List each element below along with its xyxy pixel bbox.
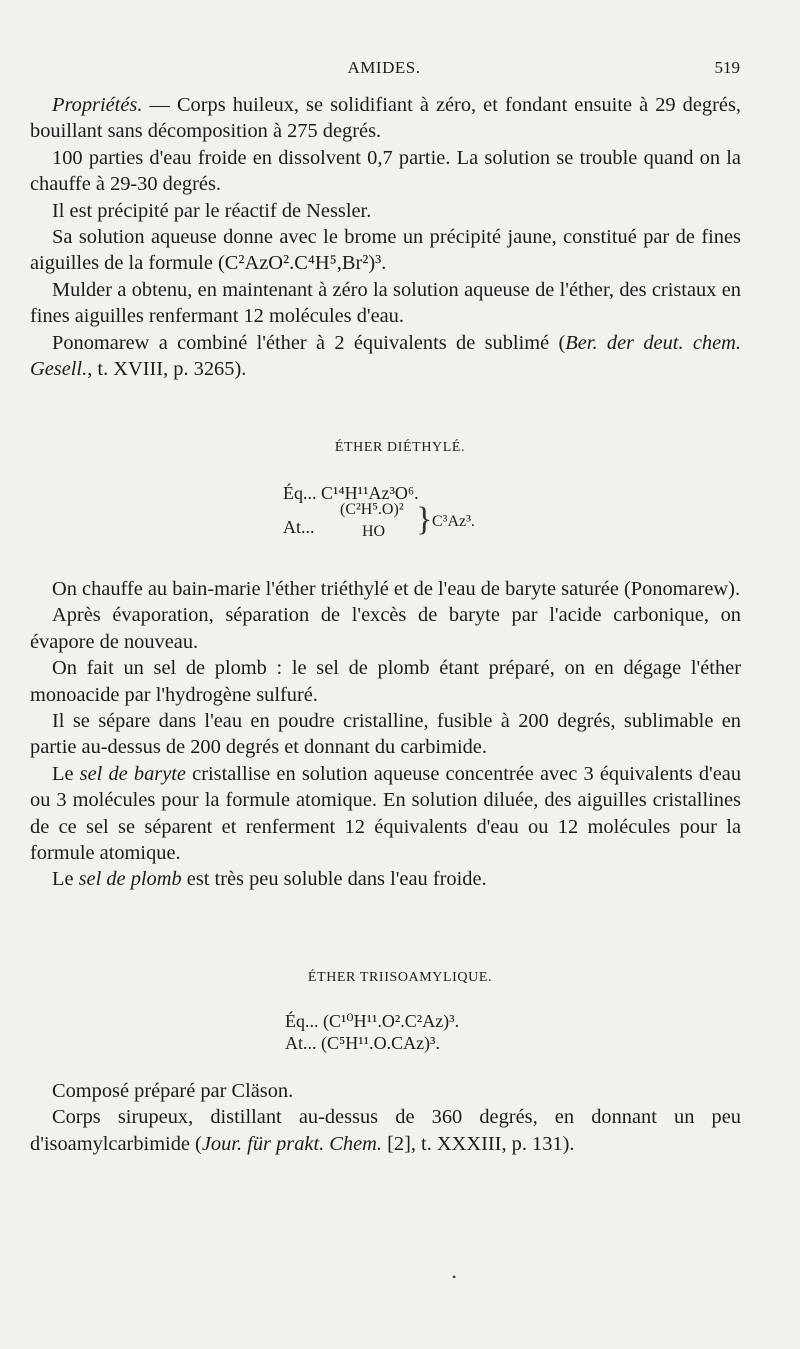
- formula-equivalent: Éq... C¹⁴H¹¹Az³O⁶.: [283, 483, 419, 503]
- section-heading: ÉTHER DIÉTHYLÉ.: [334, 440, 466, 455]
- citation: Jour. für prakt. Chem.: [201, 1132, 382, 1155]
- brace-glyph: }: [416, 501, 433, 538]
- formula-atomic-rhs: C³Az³.: [432, 513, 475, 530]
- running-head: AMIDES.: [347, 58, 421, 77]
- paragraph: Ponomarew a combiné l'éther à 2 équivalents de sublimé (Ber. der deut. chem. Gesell., t. XVIII, p. 3265).: [30, 331, 741, 381]
- body-text-section-3: [30, 1078, 741, 1157]
- formula-atomic-bottom: HO: [362, 523, 386, 540]
- body-text-section-2: [30, 576, 741, 893]
- page-header: [28, 58, 740, 82]
- paragraph: Mulder a obtenu, en maintenant à zéro la solution aqueuse de l'éther, des cristaux en fines aiguilles renfermant 12 molécules d'eau.: [30, 278, 741, 328]
- printer-mark: •: [452, 1270, 457, 1284]
- paragraph: Le sel de baryte cristallise en solution aqueuse concentrée avec 3 équivalents d'eau ou 3 molécules pour la formule atomique. En solution diluée, des aiguilles cristallines de ce sel se séparent et renferment 12 équivalents d'eau ou 12 molécules pour la formule atomique.: [30, 762, 742, 865]
- formula-atomic-top: (C²H⁵.O)²: [340, 501, 404, 518]
- formula-equivalent: Éq... (C¹⁰H¹¹.O².C²Az)³.: [285, 1011, 460, 1031]
- paragraph: On fait un sel de plomb : le sel de plomb étant préparé, on en dégage l'éther monoacide par l'hydrogène sulfuré.: [30, 657, 741, 706]
- paragraph: On chauffe au bain-marie l'éther triéthylé et de l'eau de baryte saturée (Ponomarew).: [52, 578, 741, 600]
- paragraph: Il se sépare dans l'eau en poudre cristalline, fusible à 200 degrés, sublimable en partie au-dessus de 200 degrés et donnant du carbimide.: [30, 710, 741, 759]
- paragraph: Corps sirupeux, distillant au-dessus de 360 degrés, en donnant un peu d'isoamylcarbimide (Jour. für prakt. Chem. [2], t. XXXIII, p. 131).: [30, 1106, 741, 1155]
- paragraph: Composé préparé par Cläson.: [52, 1080, 294, 1102]
- formula-atomic: At... (C⁵H¹¹.O.CAz)³.: [285, 1033, 440, 1053]
- paragraph: Propriétés. — Corps huileux, se solidifiant à zéro, et fondant ensuite à 29 degrés, bouillant sans décomposition à 275 degrés.: [30, 94, 741, 143]
- body-text-section-1: [30, 92, 741, 382]
- paragraph: Le sel de plomb est très peu soluble dans l'eau froide.: [52, 868, 487, 891]
- emphasis: sel de plomb: [78, 868, 182, 891]
- section-lead: Propriétés.: [52, 94, 143, 116]
- page-number: 519: [714, 58, 740, 77]
- paragraph: Il est précipité par le réactif de Nessler.: [52, 199, 372, 222]
- citation: Ber. der deut. chem. Gesell.: [30, 331, 741, 381]
- emphasis: sel de baryte: [79, 762, 186, 785]
- paragraph: Après évaporation, séparation de l'excès de baryte par l'acide carbonique, on évapore de nouveau.: [30, 604, 741, 653]
- paragraph: Sa solution aqueuse donne avec le brome un précipité jaune, constitué par de fines aiguilles de la formule (C²AzO².C⁴H⁵,Br²)³.: [30, 226, 741, 275]
- section-heading: ÉTHER TRIISOAMYLIQUE.: [307, 970, 493, 985]
- paragraph: 100 parties d'eau froide en dissolvent 0,7 partie. La solution se trouble quand on la chauffe à 29-30 degrés.: [30, 146, 741, 196]
- formula-atomic-label: At...: [283, 517, 315, 537]
